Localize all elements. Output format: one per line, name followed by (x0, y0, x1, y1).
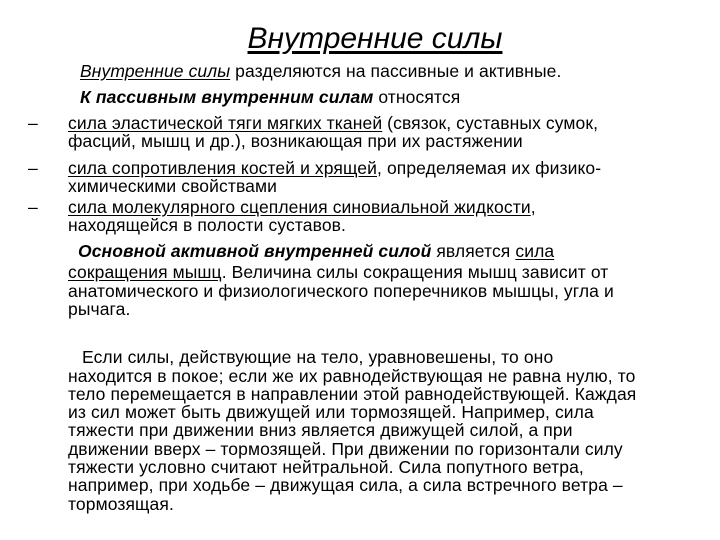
item-line2: фасций, мышц и др.), возникающая при их растяжении (68, 131, 523, 151)
paragraph-line: Если силы, действующие на тело, уравновешены, то оно (82, 347, 554, 367)
item-link: сила молекулярного сцепления синовиальной жидкости (68, 197, 531, 217)
paragraph-line: движении вверх – тормозящей. При движении по горизонтали силу (68, 439, 623, 459)
list-dash: – (28, 113, 38, 133)
active-link1: сила (515, 241, 555, 261)
active-rest1: . Величина силы сокращения мышц зависит от (221, 262, 609, 282)
active-term: Основной активной внутренней силой (78, 241, 432, 261)
item-link: сила эластической тяги мягких тканей (68, 113, 383, 133)
active-link2: сокращения мышц (68, 262, 222, 282)
passive-heading-line (80, 88, 460, 106)
item-line2: находящейся в полости суставов. (68, 215, 347, 235)
list-dash: – (28, 197, 38, 217)
list-dash: – (28, 158, 38, 178)
active-line2 (68, 263, 608, 281)
slide-title: Внутренние силы (247, 22, 503, 55)
item-link: сила сопротивления костей и хрящей (68, 158, 378, 178)
intro-term: Внутренние силы (80, 61, 231, 81)
item-rest: , (530, 197, 536, 217)
intro-line (80, 62, 561, 80)
paragraph-line: тяжести условно считают нейтральной. Сила попутного ветра, (68, 457, 584, 477)
active-line4: рычага. (68, 299, 131, 319)
paragraph-line: тяжести при движении вниз является движущей силой, а при (68, 420, 573, 440)
list-item (68, 198, 536, 216)
active-line1 (78, 242, 554, 260)
item-line2: химическими свойствами (68, 176, 277, 196)
list-item (68, 159, 601, 177)
intro-rest: разделяются на пассивные и активные. (230, 61, 562, 81)
passive-heading: К пассивным внутренним силам (80, 87, 374, 107)
paragraph-line: из сил может быть движущей или тормозящей. Например, сила (68, 402, 594, 422)
paragraph-line: например, при ходьбе – движущая сила, а сила встречного ветра – (68, 475, 623, 495)
paragraph-line: тормозящая. (68, 494, 174, 514)
active-line3: анатомического и физиологического поперечников мышцы, угла и (68, 281, 614, 301)
list-item (68, 114, 598, 132)
passive-heading-rest: относятся (373, 87, 461, 107)
paragraph-line: находится в покое; если же их равнодействующая не равна нулю, то (68, 366, 636, 386)
active-mid: является (431, 241, 516, 261)
item-rest: (связок, суставных сумок, (382, 113, 599, 133)
paragraph-line: тело перемещается в направлении этой равнодействующей. Каждая (68, 384, 637, 404)
item-rest: , определяемая их физико- (377, 158, 602, 178)
